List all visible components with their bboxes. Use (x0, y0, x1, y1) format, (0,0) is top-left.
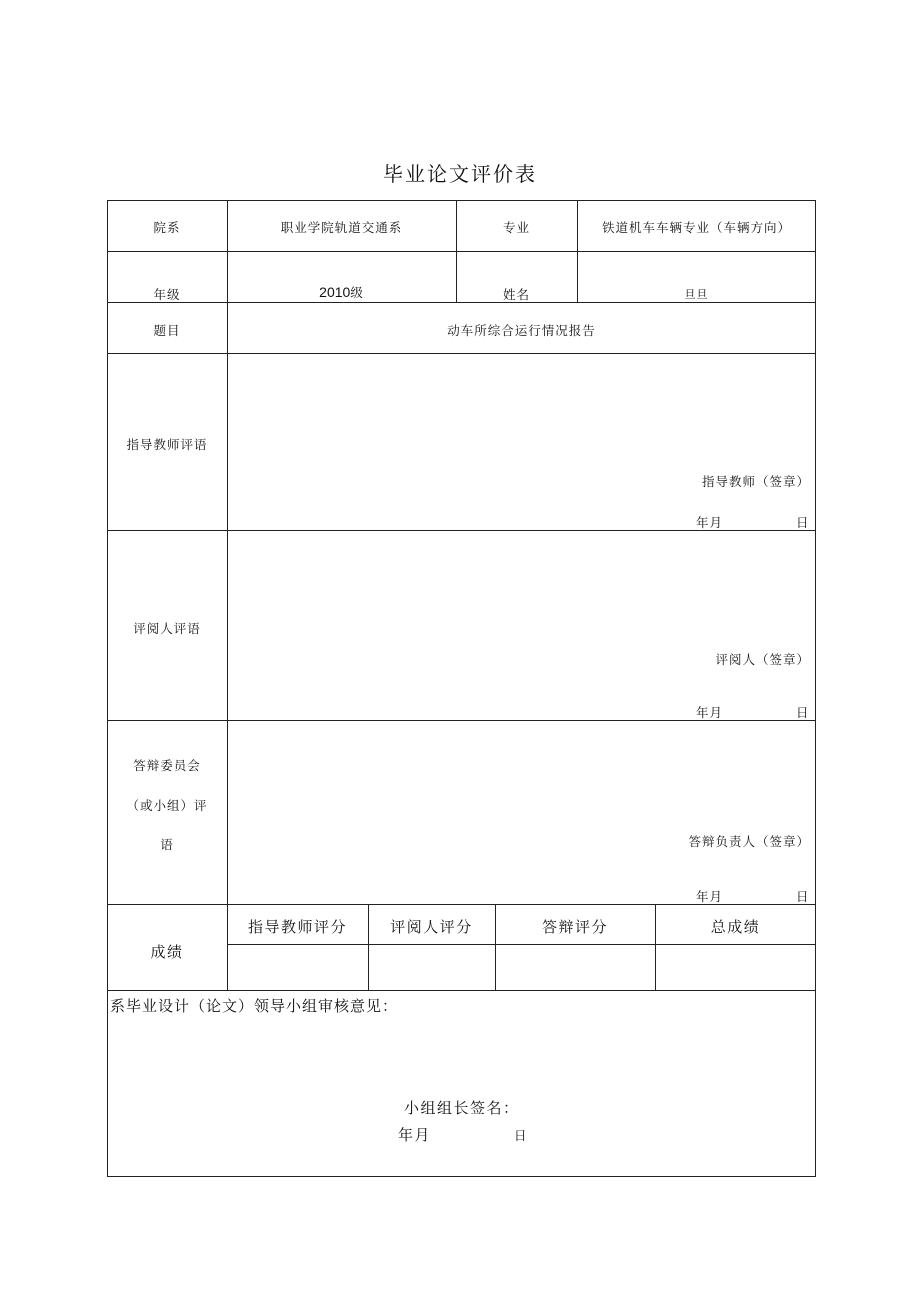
page-title: 毕业论文评价表 (383, 162, 537, 186)
column-divider (227, 200, 228, 990)
scores-label: 成绩 (150, 943, 184, 961)
table-frame (107, 200, 816, 1177)
advisor-comment-label: 指导教师评语 (126, 437, 208, 452)
row-divider (227, 944, 816, 945)
advisor-signature: 指导教师（签章） (701, 474, 810, 489)
name-label: 姓名 (502, 287, 530, 302)
score-column-total: 总成绩 (710, 918, 761, 936)
reviewer-comment-label: 评阅人评语 (133, 621, 201, 636)
approval-date-year-month: 年月 (398, 1126, 432, 1144)
department-label: 院系 (153, 220, 181, 235)
grade-year: 2010 (319, 284, 351, 300)
approval-heading: 系毕业设计（论文）领导小组审核意见： (110, 997, 399, 1015)
advisor-date-year-month: 年月 (696, 515, 724, 530)
committee-label-line1: 答辩委员会 (133, 758, 201, 773)
name-value: 旦旦 (684, 288, 709, 301)
reviewer-date-year-month: 年月 (696, 705, 724, 720)
grade-value (227, 283, 456, 301)
score-column-advisor: 指导教师评分 (247, 918, 347, 936)
row-divider (107, 251, 816, 252)
major-label: 专业 (502, 220, 530, 235)
committee-date-day: 日 (796, 889, 810, 904)
committee-date-year-month: 年月 (696, 889, 724, 904)
grade-label: 年级 (153, 287, 181, 302)
score-column-defense: 答辩评分 (541, 918, 608, 936)
committee-label-line3: 语 (160, 837, 174, 852)
committee-label-line2: （或小组）评 (126, 798, 208, 813)
topic-value: 动车所综合运行情况报告 (447, 323, 596, 338)
advisor-date-day: 日 (796, 515, 810, 530)
topic-label: 题目 (153, 323, 181, 338)
major-value: 铁道机车车辆专业（车辆方向） (601, 220, 791, 235)
score-column-reviewer: 评阅人评分 (390, 918, 473, 936)
approval-date-day: 日 (514, 1128, 528, 1143)
grade-suffix: 级 (350, 285, 364, 300)
approval-signature: 小组组长签名： (404, 1099, 520, 1117)
row-divider (107, 990, 816, 991)
row-divider (107, 353, 816, 354)
reviewer-signature: 评阅人（签章） (715, 652, 810, 667)
committee-signature: 答辩负责人（签章） (688, 834, 810, 849)
reviewer-date-day: 日 (796, 705, 810, 720)
department-value: 职业学院轨道交通系 (280, 220, 403, 235)
